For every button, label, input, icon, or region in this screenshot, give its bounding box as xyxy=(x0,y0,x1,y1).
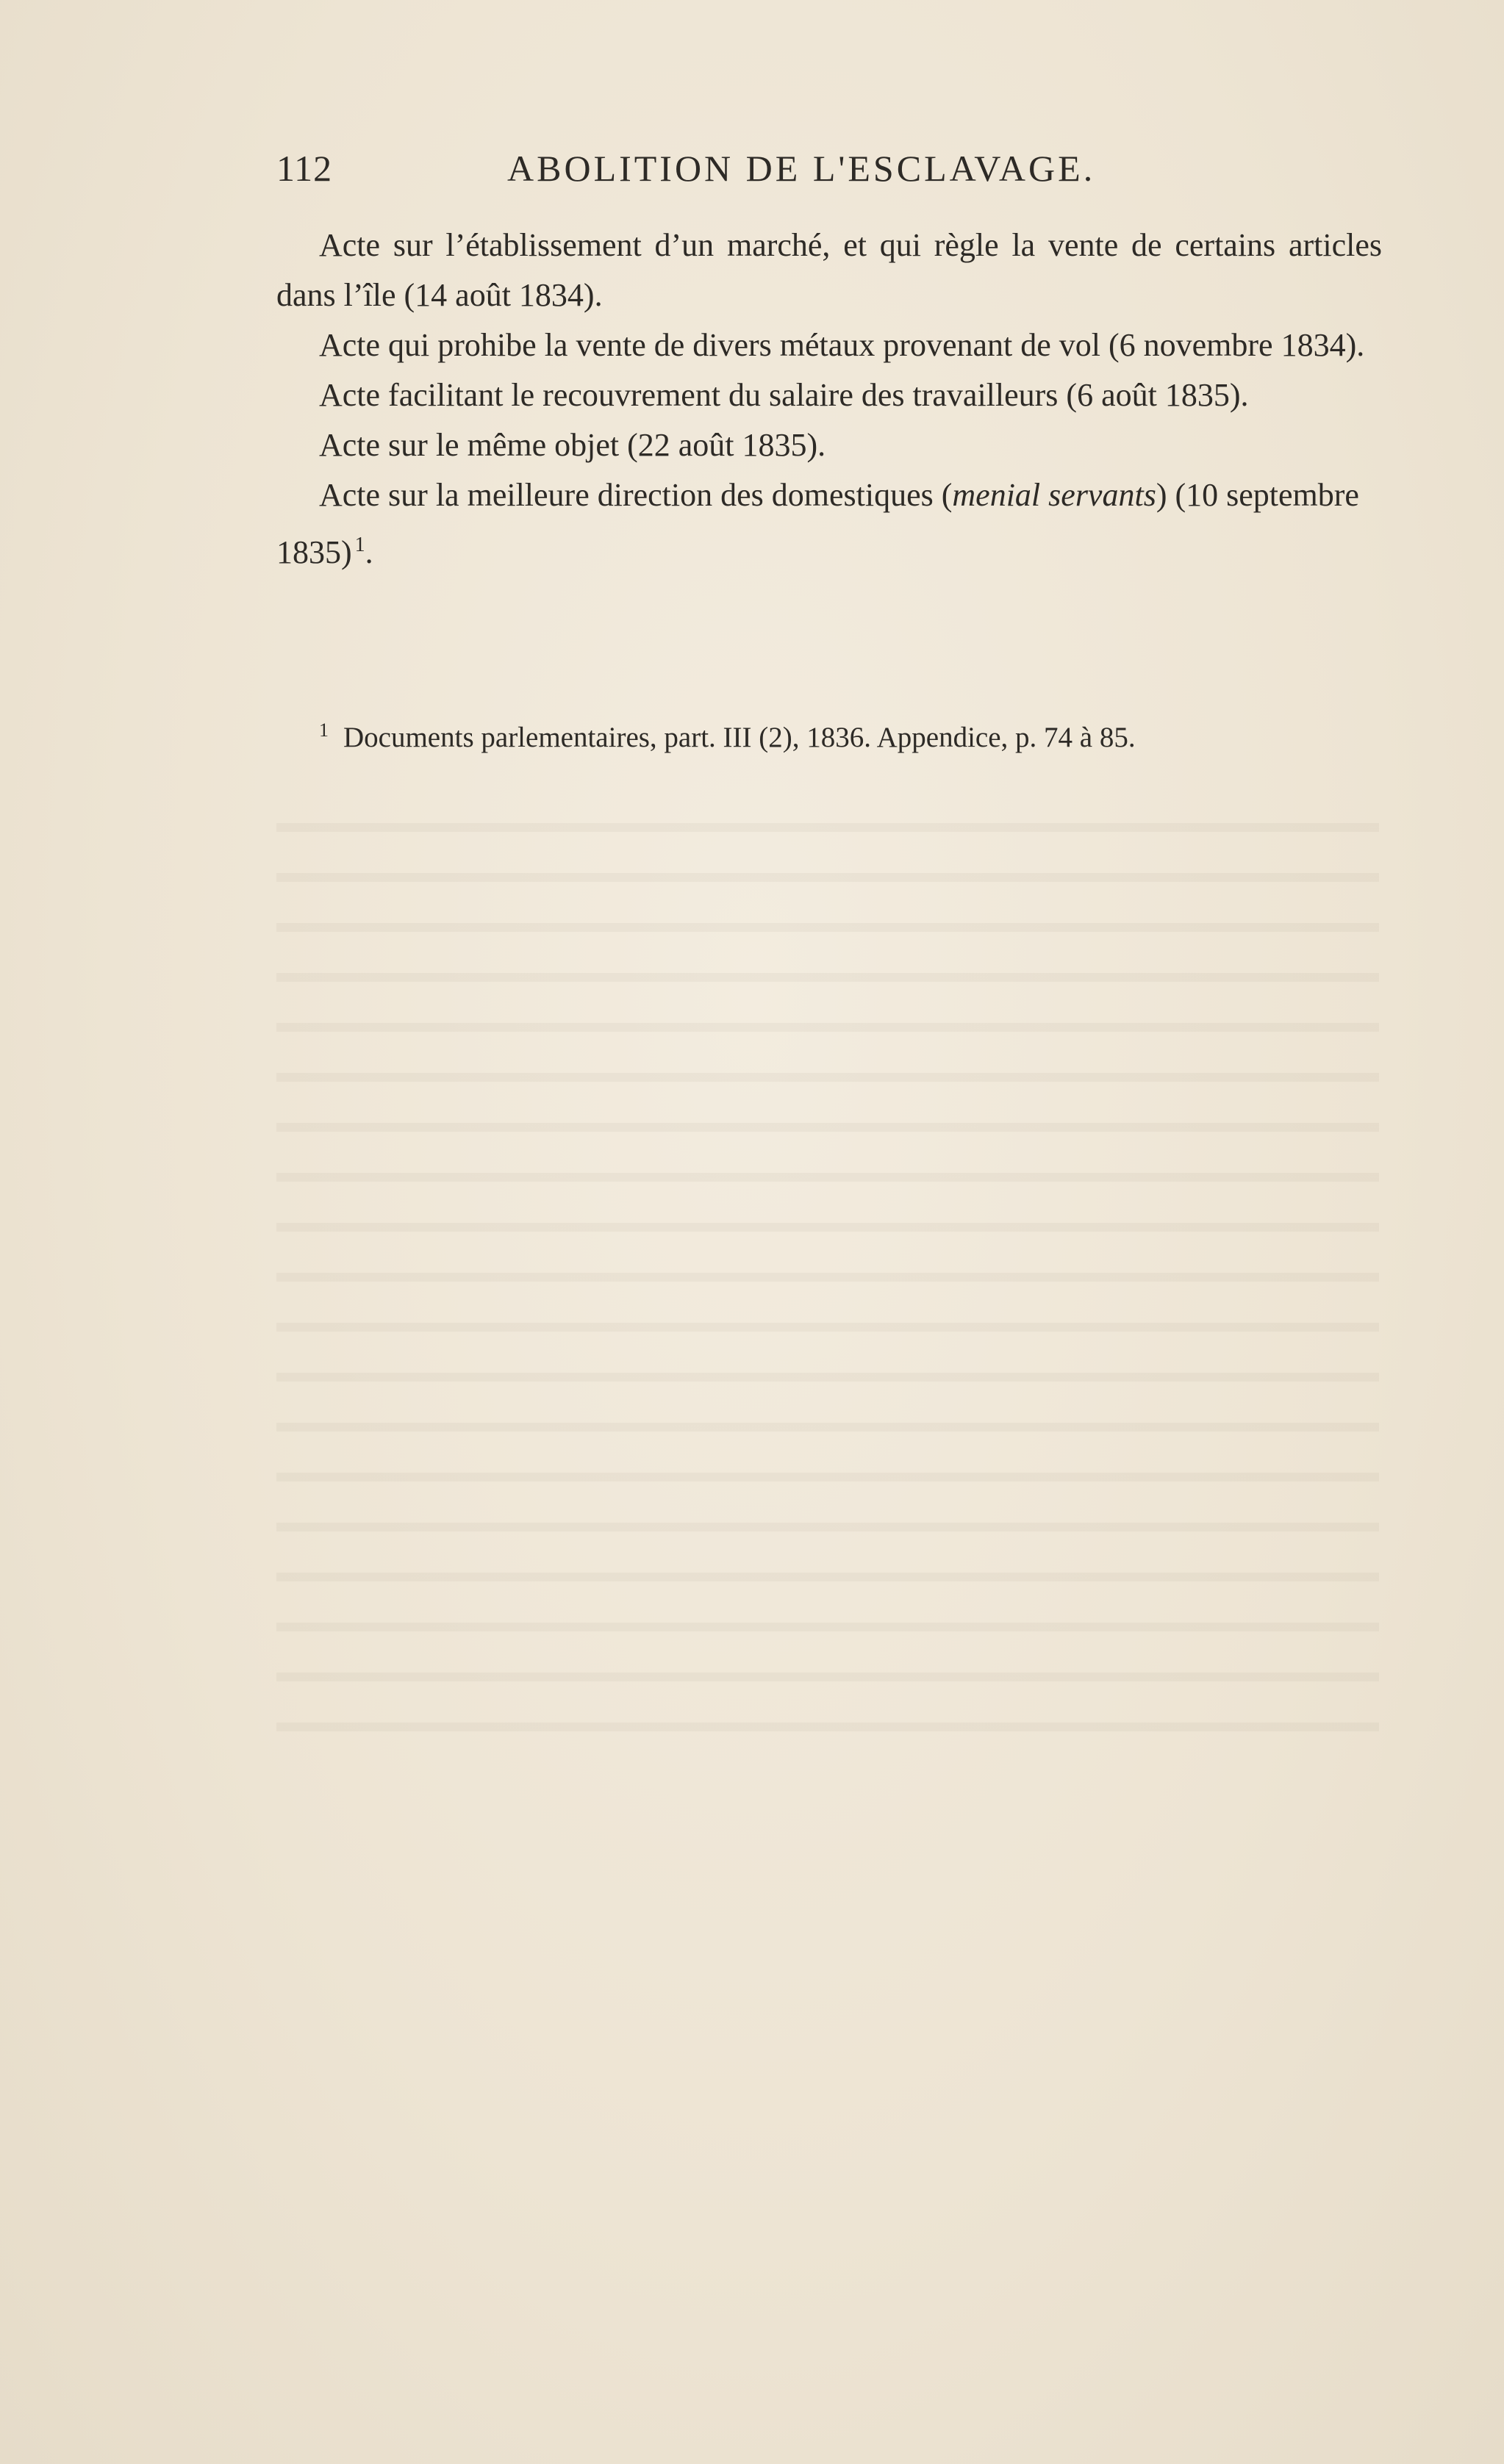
paragraph-2: Acte qui prohibe la vente de divers métaux provenant de vol (6 novembre 1834). xyxy=(319,327,1365,363)
paragraph-5-text-start: Acte sur la meilleure direction des domestiques ( xyxy=(319,477,953,513)
page-number: 112 xyxy=(276,148,333,189)
paragraph-3: Acte facilitant le recouvrement du salaire des travailleurs (6 août 1835). xyxy=(319,377,1249,413)
footnote-text: Documents parlementaires, part. III (2), 1836. Appendice, p. 74 à 85. xyxy=(343,722,1136,753)
paragraph-5-italic: menial servants xyxy=(952,477,1156,513)
show-through-texture xyxy=(276,794,1379,1749)
running-title: ABOLITION DE L'ESCLAVAGE. xyxy=(507,148,1096,189)
footnote-reference: 1 xyxy=(354,534,365,556)
paragraph-1: Acte sur l’établissement d’un marché, et qui règle la vente de certains articles dans l’île (14 août 1834). xyxy=(276,227,1382,313)
page-header xyxy=(276,147,1151,198)
footnote-number: 1 xyxy=(319,719,329,741)
footnote xyxy=(319,710,1422,758)
paragraph-4: Acte sur le même objet (22 août 1835). xyxy=(319,427,826,463)
paragraph-5 xyxy=(276,470,1382,578)
body-text xyxy=(276,220,1382,578)
paragraph-5-text-end: ) (10 septembre 1835) xyxy=(276,477,1359,570)
paragraph-5-period: . xyxy=(365,534,373,570)
